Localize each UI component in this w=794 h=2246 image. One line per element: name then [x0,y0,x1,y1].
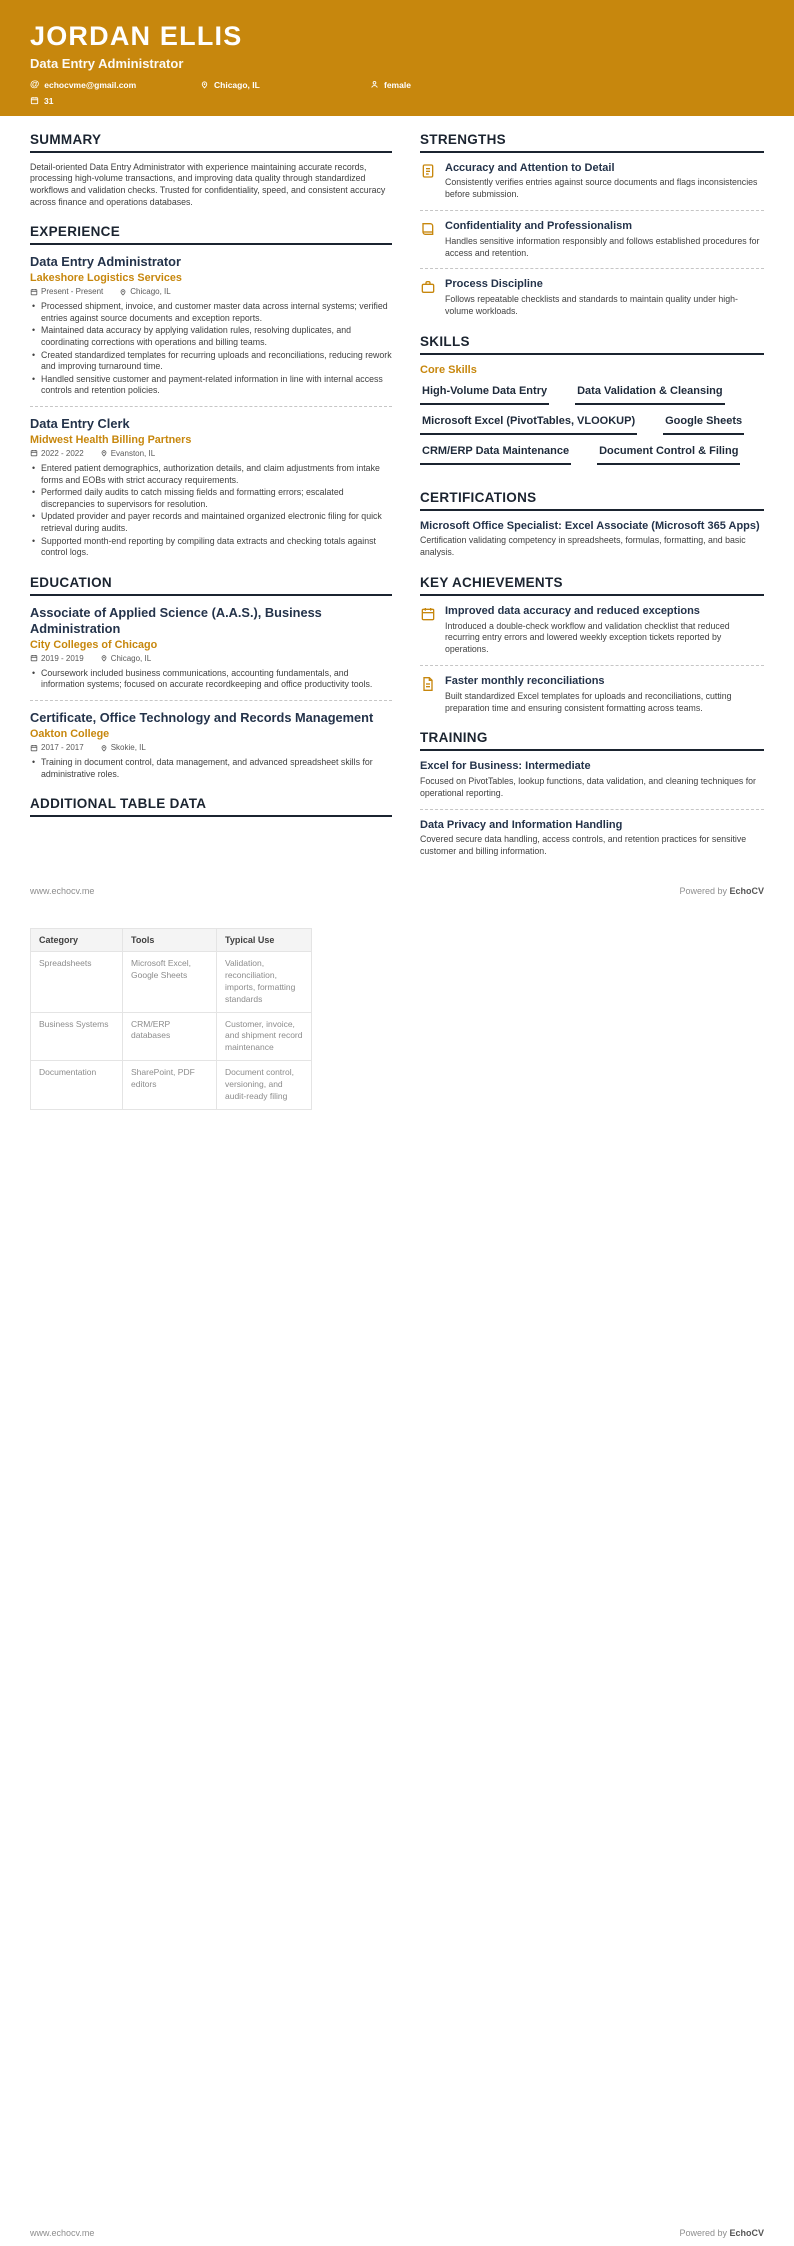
experience-section [30,224,392,559]
job-bullets [30,301,392,397]
email-icon: @ [30,78,40,90]
education-dates [30,654,84,663]
job-title: Data Entry Administrator [30,254,181,270]
strength-content [445,278,764,317]
training-item [420,819,764,858]
location-pin-icon [100,654,108,662]
additional-table-data-heading: ADDITIONAL TABLE DATA [30,796,392,817]
bullet: • Maintained data accuracy by applying validation rules, resolving duplicates, and coordinating corrections with operations and billing teams. [41,325,392,348]
training-title: Excel for Business: Intermediate [420,760,591,773]
table-header-category: Category [31,928,123,951]
dashed-divider [30,700,392,701]
experience-entry [30,254,392,397]
achievement-title: Faster monthly reconciliations [445,675,605,688]
job-location-text: Evanston, IL [110,448,156,458]
table-row [31,1012,312,1061]
certification-title: Microsoft Office Specialist: Excel Associate (Microsoft 365 Apps) [420,519,760,532]
strength-text: Consistently verifies entries against source documents and flags inconsistencies before submission. [445,177,758,200]
degree-title: Associate of Applied Science (A.A.S.), Business Administration [30,604,322,636]
strength-title: Accuracy and Attention to Detail [445,161,615,174]
bullet: • Coursework included business communications, accounting fundamentals, and information systems; focused on accurate recordkeeping and office productivity tools. [41,668,392,691]
table-cell: SharePoint, PDF editors [123,1061,217,1110]
person-icon [370,80,379,89]
strength-item [420,162,764,201]
strengths-section [420,132,764,318]
calendar-icon [420,606,436,622]
page-footer [0,886,794,896]
footer-powered-by [679,2228,764,2238]
job-title: Data Entry Clerk [30,415,130,431]
contact-email-text: echocvme@gmail.com [44,79,137,90]
dashed-divider [420,268,764,269]
candidate-job-title: Data Entry Administrator [30,55,184,71]
table-row [31,1061,312,1110]
right-column [420,132,764,874]
education-dates-text: 2017 - 2017 [41,743,84,753]
education-dates [30,743,84,752]
footer-brand-link[interactable]: EchoCV [729,2228,764,2238]
location-pin-icon [100,744,108,752]
table-cell: Spreadsheets [31,951,123,1012]
job-dates [30,449,84,458]
achievement-title: Improved data accuracy and reduced exceptions [445,604,700,617]
job-meta [30,287,392,296]
skill-tag: High-Volume Data Entry [420,384,549,405]
resume-header [0,0,794,116]
contact-location [200,80,370,90]
table-row [31,951,312,1012]
achievement-content [445,605,764,656]
certifications-heading: CERTIFICATIONS [420,490,764,511]
footer-brand-link[interactable]: EchoCV [729,885,764,896]
dashed-divider [420,665,764,666]
education-dates-text: 2019 - 2019 [41,653,84,663]
summary-text: Detail-oriented Data Entry Administrator with experience maintaining accurate records, processing high-volume transactions, and improving data quality through standardized workflows and validation checks. Trusted for confidentiality, speed, and consistent accuracy across finance and operations databases. [30,161,386,207]
contact-age-text: 31 [44,95,54,106]
job-meta [30,449,392,458]
calendar-icon [30,96,39,105]
contact-gender [370,80,540,90]
table-cell: Document control, versioning, and audit-ready filing [217,1061,312,1110]
table-header-row [31,928,312,951]
achievement-text: Introduced a double-check workflow and validation checklist that reduced recurring entry errors and lowered weekly exception tickets reported by operations. [445,620,730,655]
summary-heading: SUMMARY [30,132,392,153]
experience-entry [30,416,392,559]
dashed-divider [30,406,392,407]
education-location-text: Chicago, IL [110,653,152,663]
contact-gender-text: female [384,79,411,90]
additional-table-data-section [30,796,392,817]
briefcase-icon [420,279,436,295]
footer-powered-prefix: Powered by [679,885,730,896]
table-cell: Customer, invoice, and shipment record maintenance [217,1012,312,1061]
bullet: • Processed shipment, invoice, and customer master data across internal systems; verified entries against source documents and exception reports. [41,301,392,324]
achievement-item [420,675,764,714]
achievement-text: Built standardized Excel templates for uploads and reconciliations, cutting preparation time and ensuring consistent formatting across teams. [445,690,732,713]
bullet: • Supported month-end reporting by compiling data extracts and checking totals against control logs. [41,536,392,559]
dashed-divider [420,210,764,211]
table-cell: Business Systems [31,1012,123,1061]
dashed-divider [420,809,764,810]
degree-title: Certificate, Office Technology and Records Management [30,710,374,726]
bullet: • Performed daily audits to catch missing fields and formatting errors; escalated discrepancies to supervisors for resolution. [41,487,392,510]
resume-body [0,116,794,874]
location-pin-icon [200,80,209,89]
footer-site-link[interactable]: www.echocv.me [30,2228,95,2238]
achievement-content [445,675,764,714]
job-location [100,449,155,458]
key-achievements-heading: KEY ACHIEVEMENTS [420,575,764,596]
job-company: Midwest Health Billing Partners [30,433,192,446]
location-pin-icon [119,288,127,296]
strength-content [445,162,764,201]
strength-text: Follows repeatable checklists and standards to maintain quality under high-volume workloads. [445,294,738,316]
job-dates [30,287,103,296]
strength-content [445,220,764,259]
job-company: Lakeshore Logistics Services [30,272,182,285]
contact-row-2 [30,96,764,106]
table-cell: Microsoft Excel, Google Sheets [123,951,217,1012]
certification-item [420,520,764,559]
strength-title: Process Discipline [445,278,543,291]
training-text: Focused on PivotTables, lookup functions, data validation, and cleaning techniques for operational reporting. [420,776,756,798]
training-heading: TRAINING [420,730,764,751]
training-title: Data Privacy and Information Handling [420,818,623,831]
education-meta [30,654,392,663]
book-icon [420,221,436,237]
table-cell: Validation, reconciliation, imports, formatting standards [217,951,312,1012]
training-section [420,730,764,858]
bullet: • Entered patient demographics, authorization details, and claim adjustments from intake forms and EOBs with strict accuracy requirements. [41,463,392,486]
contact-age [30,96,200,106]
education-section [30,575,392,780]
skill-tag-list [420,384,764,474]
skills-section [420,334,764,474]
left-column [30,132,392,834]
school-name: City Colleges of Chicago [30,638,158,651]
job-dates-text: Present - Present [41,287,104,297]
strengths-heading: STRENGTHS [420,132,764,153]
calendar-icon [30,449,38,457]
education-location [100,654,151,663]
footer-site-link[interactable]: www.echocv.me [30,885,95,896]
education-location-text: Skokie, IL [110,743,146,753]
candidate-name: JORDAN ELLIS [30,21,243,51]
calendar-icon [30,288,38,296]
education-location [100,743,146,752]
training-item [420,760,764,799]
school-name: Oakton College [30,728,110,741]
certification-text: Certification validating competency in spreadsheets, formulas, formatting, and basic analysis. [420,535,746,558]
education-entry [30,710,392,780]
skill-group-label: Core Skills [420,363,477,376]
job-location-text: Chicago, IL [130,287,171,297]
table-header-typical-use: Typical Use [217,928,312,951]
footer-powered-prefix: Powered by [679,2228,730,2238]
experience-heading: EXPERIENCE [30,224,392,245]
education-meta [30,743,392,752]
calendar-icon [30,654,38,662]
strength-item [420,220,764,259]
job-bullets [30,463,392,559]
training-text: Covered secure data handling, access controls, and retention practices for sensitive customer and billing information. [420,834,747,857]
skills-heading: SKILLS [420,334,764,355]
bullet: • Training in document control, data management, and advanced spreadsheet skills for administrative roles. [41,757,392,780]
skill-tag: Data Validation & Cleansing [575,384,724,405]
education-bullets [30,757,392,780]
skill-tag: Microsoft Excel (PivotTables, VLOOKUP) [420,414,637,435]
summary-section [30,132,392,208]
table-cell: Documentation [31,1061,123,1110]
bullet: • Handled sensitive customer and payment-related information in line with internal access controls and retention policies. [41,374,392,397]
footer-powered-by [679,886,764,896]
table-cell: CRM/ERP databases [123,1012,217,1061]
calendar-icon [30,744,38,752]
contact-location-text: Chicago, IL [214,79,260,90]
achievement-item [420,605,764,656]
skill-tag: Document Control & Filing [597,444,740,465]
strength-title: Confidentiality and Professionalism [445,220,633,232]
bullet: • Created standardized templates for recurring uploads and reconciliations, reducing rework and improving turnaround time. [41,350,392,373]
skill-tag: CRM/ERP Data Maintenance [420,444,571,465]
strength-item [420,278,764,317]
certifications-section [420,490,764,559]
strength-text: Handles sensitive information responsibly and follows established procedures for access and retention. [445,235,760,258]
education-entry [30,605,392,691]
key-achievements-section [420,575,764,714]
education-bullets [30,668,392,691]
job-dates-text: 2022 - 2022 [41,448,84,458]
location-pin-icon [100,449,108,457]
document-icon [420,676,436,692]
job-location [119,287,170,296]
bullet: • Updated provider and payer records and maintained organized electronic filing for quick retrieval during audits. [41,511,392,534]
contact-row-1 [30,80,764,90]
table-header-tools: Tools [123,928,217,951]
checklist-icon [420,163,436,179]
skill-tag: Google Sheets [663,414,744,435]
education-heading: EDUCATION [30,575,392,596]
bottom-footer [30,2228,764,2238]
additional-data-table [30,928,312,1110]
contact-email[interactable] [30,80,200,90]
